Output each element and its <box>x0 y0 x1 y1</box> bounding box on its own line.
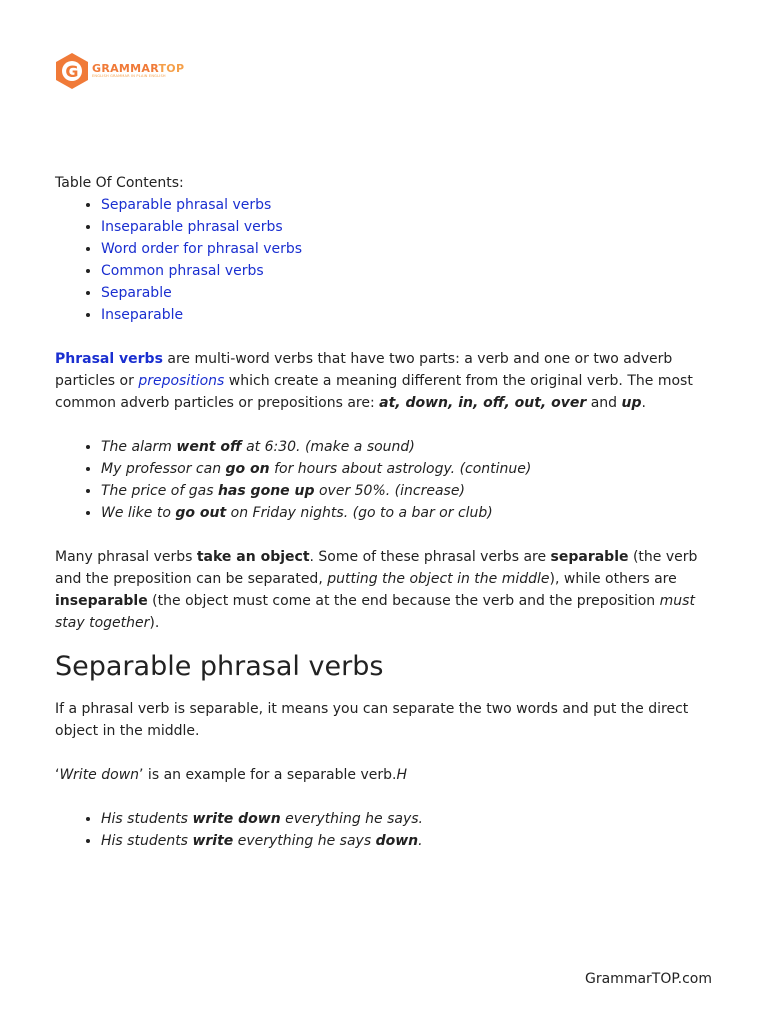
brand-name <box>92 63 184 74</box>
toc-link-separable-phrasal-verbs[interactable]: Separable phrasal verbs <box>101 197 272 213</box>
toc-item <box>101 260 715 282</box>
logo-letter: G <box>65 62 79 81</box>
toc-link-inseparable[interactable]: Inseparable <box>101 307 184 323</box>
brand-name-part2: TOP <box>158 62 185 76</box>
separable-example-item: • His students write everything he says down. <box>101 830 715 852</box>
section-heading-separable: Separable phrasal verbs <box>55 651 384 682</box>
examples-list <box>55 436 715 524</box>
example-item: • The alarm went off at 6:30. (make a sound) <box>101 436 715 458</box>
logo-text <box>92 63 184 79</box>
toc-link-word-order[interactable]: Word order for phrasal verbs <box>101 241 303 257</box>
separable-example-item: • His students write down everything he says. <box>101 808 715 830</box>
brand-name-part1: GRAMMAR <box>92 62 159 76</box>
brand-tagline: ENGLISH GRAMMAR IN PLAIN ENGLISH <box>92 74 166 79</box>
grammartop-logo-icon <box>54 52 90 90</box>
separable-definition: If a phrasal verb is separable, it means you can separate the two words and put the direct object in the middle. <box>55 701 689 739</box>
example-item: • We like to go out on Friday nights. (go to a bar or club) <box>101 502 715 524</box>
brand-logo[interactable] <box>54 52 184 90</box>
separable-intro-paragraph: Many phrasal verbs take an object. Some of these phrasal verbs are separable (the verb and the preposition can be separated, putting the object in the middle), while others are inseparable (the object must come at the end because the verb and the preposition must stay together). <box>55 549 698 631</box>
toc-list <box>55 194 715 326</box>
toc-item <box>101 238 715 260</box>
link-prepositions[interactable]: prepositions <box>138 373 225 389</box>
toc-item <box>101 194 715 216</box>
footer-site-name: GrammarTOP.com <box>585 971 712 987</box>
separable-example-sentence: ‘Write down’ is an example for a separable verb.H <box>55 767 407 783</box>
particle-up: up <box>621 395 642 411</box>
toc-link-inseparable-phrasal-verbs[interactable]: Inseparable phrasal verbs <box>101 219 283 235</box>
toc-link-common-phrasal-verbs[interactable]: Common phrasal verbs <box>101 263 264 279</box>
article-content <box>55 172 715 852</box>
intro-paragraph: Phrasal verbs are multi-word verbs that have two parts: a verb and one or two adverb particles or prepositions which create a meaning different from the original verb. The most common adverb particles or prepositions are: at, down, in, off, out, over and up. <box>55 351 693 411</box>
toc-link-separable[interactable]: Separable <box>101 285 172 301</box>
example-item: • My professor can go on for hours about astrology. (continue) <box>101 458 715 480</box>
particles-list: at, down, in, off, out, over <box>379 395 587 411</box>
toc-title: Table Of Contents: <box>55 175 184 191</box>
link-phrasal-verbs[interactable]: Phrasal verbs <box>55 351 163 367</box>
toc-item <box>101 282 715 304</box>
example-item: • The price of gas has gone up over 50%. (increase) <box>101 480 715 502</box>
toc-item <box>101 304 715 326</box>
separable-examples-list <box>55 808 715 852</box>
toc-item <box>101 216 715 238</box>
